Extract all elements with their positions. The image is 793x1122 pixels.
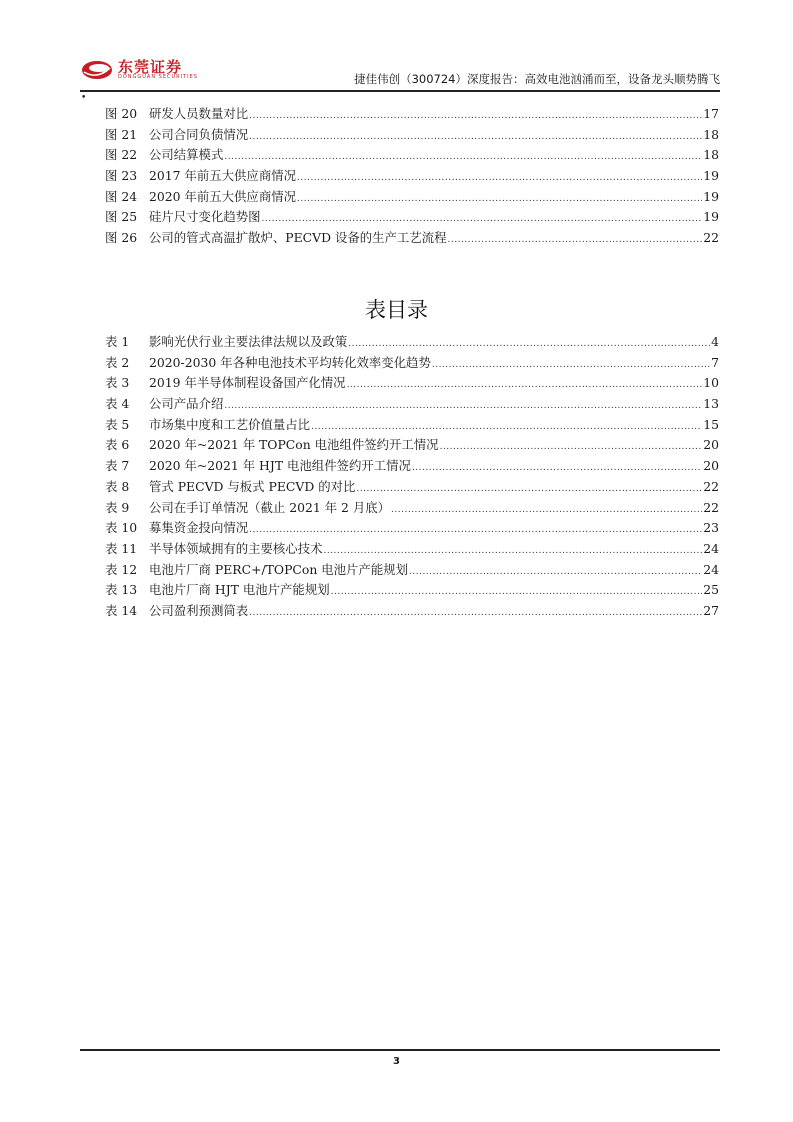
toc-dot-leader — [356, 484, 702, 494]
toc-entry-page: 24 — [703, 561, 719, 577]
toc-entry-title: 电池片厂商 HJT 电池片产能规划 — [149, 582, 330, 598]
toc-entry-page: 22 — [703, 230, 719, 246]
table-toc-list — [105, 332, 719, 622]
toc-entry-number: 表 6 — [105, 437, 130, 453]
toc-entry-number: 表 9 — [105, 499, 130, 515]
report-header-title: 捷佳伟创（300724）深度报告：高效电池汹涌而至，设备龙头顺势腾飞 — [354, 72, 720, 86]
toc-entry-number: 图 20 — [105, 106, 138, 121]
toc-entry-number: 表 7 — [105, 458, 130, 474]
toc-dot-leader — [297, 173, 702, 183]
toc-entry-number: 表 3 — [105, 375, 130, 391]
toc-entry-page: 27 — [703, 602, 719, 618]
table-toc-entry[interactable] — [105, 353, 719, 374]
table-toc-entry[interactable] — [105, 415, 719, 436]
toc-dot-leader — [409, 567, 702, 577]
toc-entry-page: 7 — [711, 354, 719, 370]
table-toc-entry[interactable] — [105, 435, 719, 456]
toc-dot-leader — [224, 401, 702, 411]
toc-entry-number: 表 2 — [105, 354, 130, 370]
toc-entry-number: 表 8 — [105, 478, 130, 494]
toc-dot-leader — [432, 360, 710, 370]
table-toc-entry[interactable] — [105, 580, 719, 601]
toc-dot-leader — [297, 194, 702, 204]
toc-entry-number: 表 11 — [105, 540, 138, 556]
toc-entry-page: 13 — [703, 396, 719, 412]
toc-entry-title: 公司在手订单情况（截止 2021 年 2 月底） — [149, 499, 391, 515]
toc-entry-page: 24 — [703, 540, 719, 556]
toc-entry-number: 表 13 — [105, 582, 138, 598]
header-marker: • — [81, 93, 87, 103]
toc-entry-page: 22 — [703, 478, 719, 494]
toc-entry-title: 2020 年前五大供应商情况 — [149, 188, 296, 204]
table-toc-entry[interactable] — [105, 601, 719, 622]
toc-entry-title: 2017 年前五大供应商情况 — [149, 168, 296, 184]
toc-entry-title: 研发人员数量对比 — [149, 106, 249, 121]
toc-entry-page: 10 — [703, 375, 719, 391]
toc-dot-leader — [249, 111, 702, 121]
company-logo — [80, 54, 198, 84]
figure-toc-entry[interactable] — [105, 207, 719, 228]
figure-toc-entry[interactable] — [105, 125, 719, 146]
toc-dot-leader — [440, 442, 703, 452]
toc-entry-number: 图 21 — [105, 126, 138, 142]
table-toc-entry[interactable] — [105, 518, 719, 539]
toc-entry-title: 公司的管式高温扩散炉、PECVD 设备的生产工艺流程 — [149, 230, 447, 246]
toc-entry-title: 2020 年~2021 年 TOPCon 电池组件签约开工情况 — [149, 437, 439, 453]
toc-entry-title: 硅片尺寸变化趋势图 — [149, 209, 261, 225]
table-toc-entry[interactable] — [105, 539, 719, 560]
toc-entry-number: 表 4 — [105, 396, 130, 412]
table-toc-entry[interactable] — [105, 332, 719, 353]
toc-entry-number: 图 26 — [105, 230, 138, 246]
toc-entry-title: 2019 年半导体制程设备国产化情况 — [149, 375, 346, 391]
toc-entry-page: 18 — [703, 126, 719, 142]
footer-rule — [80, 1049, 720, 1051]
toc-entry-number: 图 22 — [105, 147, 138, 163]
toc-dot-leader — [448, 235, 703, 245]
figure-toc-entry[interactable] — [105, 166, 719, 187]
toc-dot-leader — [249, 608, 702, 618]
toc-entry-title: 影响光伏行业主要法律法规以及政策 — [149, 334, 348, 349]
toc-entry-page: 20 — [703, 458, 719, 474]
toc-entry-page: 4 — [711, 334, 719, 349]
table-toc-entry[interactable] — [105, 373, 719, 394]
toc-dot-leader — [249, 132, 702, 142]
toc-entry-page: 20 — [703, 437, 719, 453]
figure-toc-list — [105, 104, 719, 249]
toc-entry-title: 公司合同负债情况 — [149, 126, 249, 142]
header-rule — [80, 90, 720, 92]
toc-entry-title: 市场集中度和工艺价值量占比 — [149, 416, 311, 432]
toc-entry-number: 图 25 — [105, 209, 138, 225]
toc-entry-title: 公司结算模式 — [149, 147, 224, 163]
toc-entry-page: 19 — [703, 209, 719, 225]
toc-dot-leader — [412, 463, 702, 473]
toc-entry-number: 图 24 — [105, 188, 138, 204]
table-toc-entry[interactable] — [105, 394, 719, 415]
table-toc-entry[interactable] — [105, 560, 719, 581]
logo-swirl-icon — [80, 56, 114, 82]
toc-dot-leader — [323, 546, 702, 556]
toc-entry-page: 15 — [703, 416, 719, 432]
figure-toc-entry[interactable] — [105, 228, 719, 249]
page-number: 3 — [393, 1056, 400, 1067]
figure-toc-entry[interactable] — [105, 187, 719, 208]
logo-subtitle: DONGGUAN SECURITIES — [118, 74, 198, 80]
toc-entry-page: 18 — [703, 147, 719, 163]
tables-toc-title: 表目录 — [365, 298, 428, 322]
toc-dot-leader — [391, 505, 702, 515]
toc-entry-title: 公司盈利预测简表 — [149, 602, 249, 618]
toc-entry-number: 表 12 — [105, 561, 138, 577]
toc-dot-leader — [224, 152, 702, 162]
toc-entry-number: 图 23 — [105, 168, 138, 184]
toc-entry-number: 表 5 — [105, 416, 130, 432]
toc-entry-title: 募集资金投向情况 — [149, 520, 249, 536]
toc-entry-title: 2020 年~2021 年 HJT 电池组件签约开工情况 — [149, 458, 411, 474]
toc-entry-title: 半导体领域拥有的主要核心技术 — [149, 540, 323, 556]
logo-text: 东莞证券 — [118, 58, 183, 76]
toc-entry-page: 17 — [703, 106, 719, 121]
toc-dot-leader — [311, 422, 702, 432]
toc-dot-leader — [347, 380, 703, 390]
toc-entry-number: 表 1 — [105, 334, 130, 349]
toc-entry-page: 19 — [703, 168, 719, 184]
figure-toc-entry[interactable] — [105, 104, 719, 125]
table-toc-entry[interactable] — [105, 498, 719, 519]
toc-dot-leader — [348, 339, 710, 349]
toc-dot-leader — [331, 587, 703, 597]
toc-entry-page: 23 — [703, 520, 719, 536]
toc-entry-page: 22 — [703, 499, 719, 515]
figure-toc-entry[interactable] — [105, 145, 719, 166]
toc-dot-leader — [249, 525, 702, 535]
toc-entry-title: 2020-2030 年各种电池技术平均转化效率变化趋势 — [149, 354, 431, 370]
toc-dot-leader — [262, 214, 703, 224]
table-toc-entry[interactable] — [105, 477, 719, 498]
toc-entry-title: 公司产品介绍 — [149, 396, 224, 412]
toc-entry-title: 电池片厂商 PERC+/TOPCon 电池片产能规划 — [149, 561, 408, 577]
table-toc-entry[interactable] — [105, 456, 719, 477]
toc-entry-title: 管式 PECVD 与板式 PECVD 的对比 — [149, 478, 356, 494]
toc-entry-number: 表 10 — [105, 520, 138, 536]
toc-entry-page: 19 — [703, 188, 719, 204]
toc-entry-page: 25 — [703, 582, 719, 598]
toc-entry-number: 表 14 — [105, 602, 138, 618]
